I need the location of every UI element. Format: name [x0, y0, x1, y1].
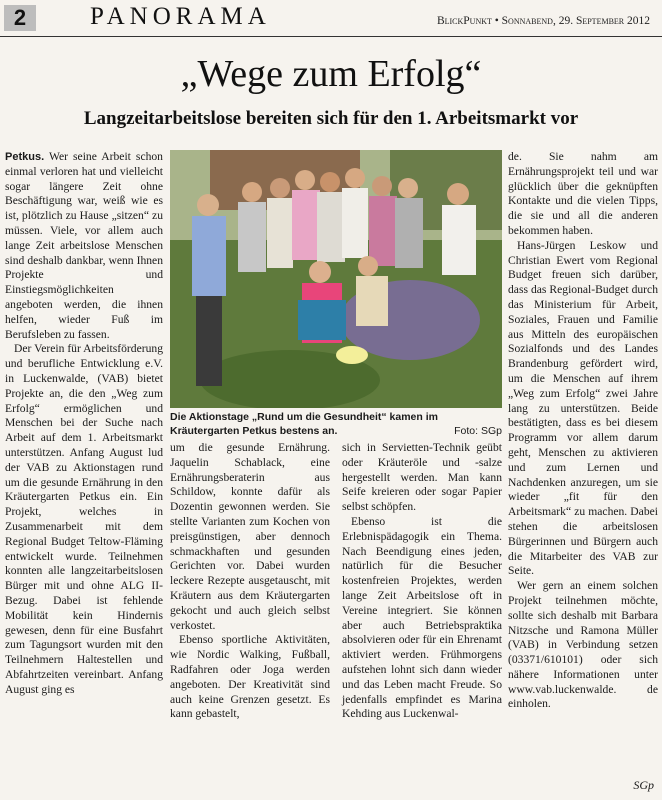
section-title: PANORAMA — [90, 3, 271, 30]
article-column-2 — [170, 441, 330, 722]
page-header — [0, 0, 662, 36]
photo-caption — [170, 410, 502, 438]
article-column-4 — [508, 150, 658, 712]
dateline-place: Petkus. — [5, 151, 45, 163]
paragraph: Hans-Jürgen Leskow und Christian Ewert vom Regional Budget freuen sich darüber, dass das Regional-Budget durch das Ministerium für Arbeit, Soziales, Frauen und Familie aus Mitteln des europäischen Sozialfonds und des Landes Brandenburg gefördert wird, um die Menschen auf ihrem „Weg zum Erfolg“ zwei Jahre lang zu unterstützen. Beide bestätigten, dass es bei diesem Programm vor allem darum geht, Menschen zu aktivieren und zum Lernen und Nachdenken anzuregen, um sie wieder „fit für den Arbeitsmark“ zu machen. Dabei stehen die arbeitslosen Bürgerinnen und Bürgern auch die Mitarbeiter des VAB zur Seite. — [508, 238, 658, 578]
paragraph: Ebenso sportliche Aktivitäten, wie Nordic Walking, Fußball, Radfahren oder Joga werden angeboten. Der Kreativität sind auch keine Grenzen gesetzt. Es kann gebastelt, — [170, 633, 330, 721]
article-column-3 — [342, 441, 502, 722]
page-number: 2 — [4, 5, 36, 31]
paragraph: Wer gern an einem solchen Projekt teilnehmen möchte, sollte sich deshalb mit Barbara Nitzsche und Ramona Müller (VAB) in Verbindung setzen (03371/610101) oder sich nähere Informationen unter www.vab.luckenwalde. de einholen. — [508, 579, 658, 711]
photo-credit: Foto: SGp — [454, 425, 502, 437]
article-column-1 — [5, 150, 163, 697]
paragraph: um die gesunde Ernährung. Jaquelin Schablack, eine Ernährungsberaterin aus Schildow, konnte dafür als Dozentin gewonnen werden. Sie stellte Varianten zum Kochen von preisgünstigen, aber dennoch schmackhaften und gesunden Gerichten vor. Dabei wurden leckere Rezepte ausgetauscht, mit Kräutern aus dem Kräutergarten gekocht und auch gleich selbst verkostet. — [170, 441, 330, 632]
paragraph-text: Wer seine Arbeit schon einmal verloren hat und vielleicht sogar längere Zeit ohne Beschäftigung war, weiß wie es ist, plötzlich zu Hause „sitzen“ zu müssen. Viele, vor allem auch lange Zeit arbeitslose Menschen sind deshalb dankbar, wenn Ihnen Projekte und Einstiegsmöglichkeiten angeboten werden, die ihnen helfen, wieder Fuß im Berufsleben zu fassen. — [5, 150, 163, 341]
paragraph: sich in Servietten-Technik geübt oder Kräuteröle und -salze hergestellt werden. Man kann Seife kreieren oder sogar Papier selbst schöpfen. — [342, 441, 502, 514]
paragraph — [5, 150, 163, 342]
header-divider — [0, 36, 662, 37]
paper-dateline: BlickPunkt • Sonnabend, 29. September 2012 — [436, 15, 650, 27]
photo-illustration — [170, 150, 502, 408]
paragraph: Ebenso ist die Erlebnispädagogik ein Thema. Nach Beendigung eines jeden, natürlich für die Besucher kostenfreien Projektes, werden lange Zeit Arbeitslose oft in Vereine integriert. Sie können aber auch Betriebspraktika absolvieren oder für ein Ehrenamt aktiviert werden. Frühmorgens aufstehen lohnt sich dann wieder und das Leben macht Freude. So jedenfalls empfindet es Marina Kehding aus Luckenwal- — [342, 514, 502, 721]
paragraph: de. Sie nahm am Ernährungsprojekt teil und war glücklich über die geknüpften Kontakte und die vielen Tipps, die sie und all die anderen bekommen haben. — [508, 150, 658, 237]
article-title: „Wege zum Erfolg“ — [180, 53, 482, 95]
caption-text: Die Aktionstage „Rund um die Gesundheit“ kamen im Kräutergarten Petkus bestens an. — [170, 411, 438, 437]
group-photo — [170, 150, 502, 408]
author-signature: SGp — [633, 778, 654, 792]
article-subtitle: Langzeitarbeitslose bereiten sich für den 1. Arbeitsmarkt vor — [83, 108, 579, 129]
paragraph: Der Verein für Arbeitsförderung und berufliche Entwicklung e.V. in Luckenwalde, (VAB) bietet Projekte an, die den „Weg zum Erfolg“ ermöglichen und Menschen bei der Suche nach Arbeit auf dem 1. Arbeitsmarkt unterstützen. Anfang August lud der VAB zu Aktionstagen rund um die gesunde Ernährung in den Kräutergarten Petkus ein. Ein Projekt, welches in Zusammenarbeit mit dem Regional Budget Teltow-Fläming entwickelt wurde. Teilnehmen konnten alle langzeitarbeitslosen Bürger mit und ohne ALG II-Bezug. Dabei ist fehlende Mobilität kein Hindernis gewesen, denn für eine Busfahrt zum Tagungsort wurden mit den Teilnehmern Haltestellen und Abfahrtzeiten vereinbart. Anfang August ging es — [5, 342, 163, 696]
